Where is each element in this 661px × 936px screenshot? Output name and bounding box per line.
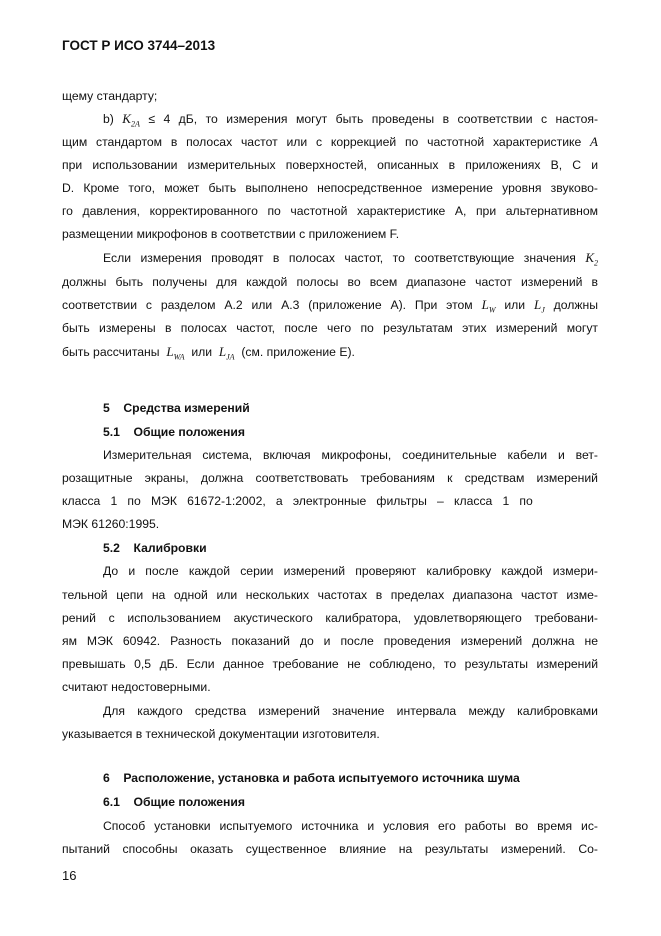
page-number: 16 (62, 868, 77, 883)
text-fragment: должны (553, 298, 599, 312)
text-line (62, 134, 598, 150)
subsection-heading-5-1: 5.1 Общие положения (103, 425, 246, 439)
text-line: го давления, корректированного по частотной характеристике A, при альтернативном (62, 204, 598, 218)
text-line: тельной цепи на одной или нескольких частотах в пределах диапазона частот изме- (62, 588, 598, 602)
text-fragment: (см. приложение E). (241, 345, 355, 359)
text-line: розащитные экраны, должна соответствовать требованиям к средствам измерений (62, 471, 598, 485)
lwa-symbol: $L_{WA}$ (166, 344, 185, 362)
text-line: при использовании измерительных поверхностей, описанных в приложениях B, C и (62, 158, 598, 172)
text-fragment: ≤ 4 дБ, то измерения могут быть проведены в соответствии с настоя- (148, 112, 599, 126)
text-line: Для каждого средства измерений значение интервала между калибровками (103, 704, 598, 718)
subsection-heading-5-2: 5.2 Калибровки (103, 541, 207, 555)
lj-symbol: $L_J$ (533, 297, 545, 315)
document-header: ГОСТ Р ИСО 3744–2013 (62, 38, 216, 53)
text-fragment: щим стандартом в полосах частот или с коррекцией по частотной характеристике (62, 135, 582, 149)
text-fragment: соответствии с разделом A.2 или A.3 (приложение A). При этом (62, 298, 473, 312)
section-heading-5: 5 Средства измерений (103, 401, 250, 415)
text-line: пытаний способны оказать существенное влияние на результаты измерений. Со- (62, 842, 598, 856)
text-line (62, 344, 355, 366)
list-marker: b) (103, 112, 114, 126)
text-line: рений с использованием акустического калибратора, удовлетворяющего требовани- (62, 611, 598, 625)
text-line: превышать 0,5 дБ. Если данное требование не соблюдено, то результаты измерений (62, 657, 598, 671)
text-line: Измерительная система, включая микрофоны, соединительные кабели и вет- (103, 448, 598, 462)
text-line (103, 250, 598, 272)
lw-symbol: $L_W$ (481, 297, 496, 315)
text-line: Способ установки испытуемого источника и условия его работы во время ис- (103, 819, 598, 833)
text-line: должны быть получены для каждой полосы во всем диапазоне частот измерений в (62, 275, 598, 289)
text-line: МЭК 61260:1995. (62, 517, 160, 531)
text-fragment: или (504, 298, 526, 312)
text-line (103, 111, 598, 133)
text-line: класса 1 по МЭК 61672-1:2002, а электронные фильтры – класса 1 по (62, 494, 533, 508)
section-heading-6: 6 Расположение, установка и работа испытуемого источника шума (103, 771, 520, 785)
text-line (62, 297, 598, 319)
text-line: D. Кроме того, может быть выполнено непосредственное измерение уровня звуково- (62, 181, 598, 195)
text-line: считают недостоверными. (62, 680, 211, 694)
text-line: ям МЭК 60942. Разность показаний до и после проведения измерений должна не (62, 634, 598, 648)
k2-symbol: $K_2$ (585, 250, 599, 268)
text-line: быть измерены в полосах частот, после чего по результатам этих измерений могут (62, 321, 598, 335)
k2a-symbol: $K_{2A}$ (122, 111, 140, 129)
text-fragment: Если измерения проводят в полосах частот, то соответствующие значения (103, 251, 576, 265)
text-fragment: быть рассчитаны (62, 345, 160, 359)
text-fragment: или (191, 345, 213, 359)
subsection-heading-6-1: 6.1 Общие положения (103, 795, 246, 809)
text-line: указывается в технической документации изготовителя. (62, 727, 380, 741)
text-line: размещении микрофонов в соответствии с приложением F. (62, 227, 400, 241)
a-weighting-symbol: A (590, 134, 598, 149)
lja-symbol: $L_{JA}$ (218, 344, 235, 362)
text-line: щему стандарту; (62, 89, 158, 103)
text-line: До и после каждой серии измерений проверяют калибровку каждой измери- (103, 564, 598, 578)
